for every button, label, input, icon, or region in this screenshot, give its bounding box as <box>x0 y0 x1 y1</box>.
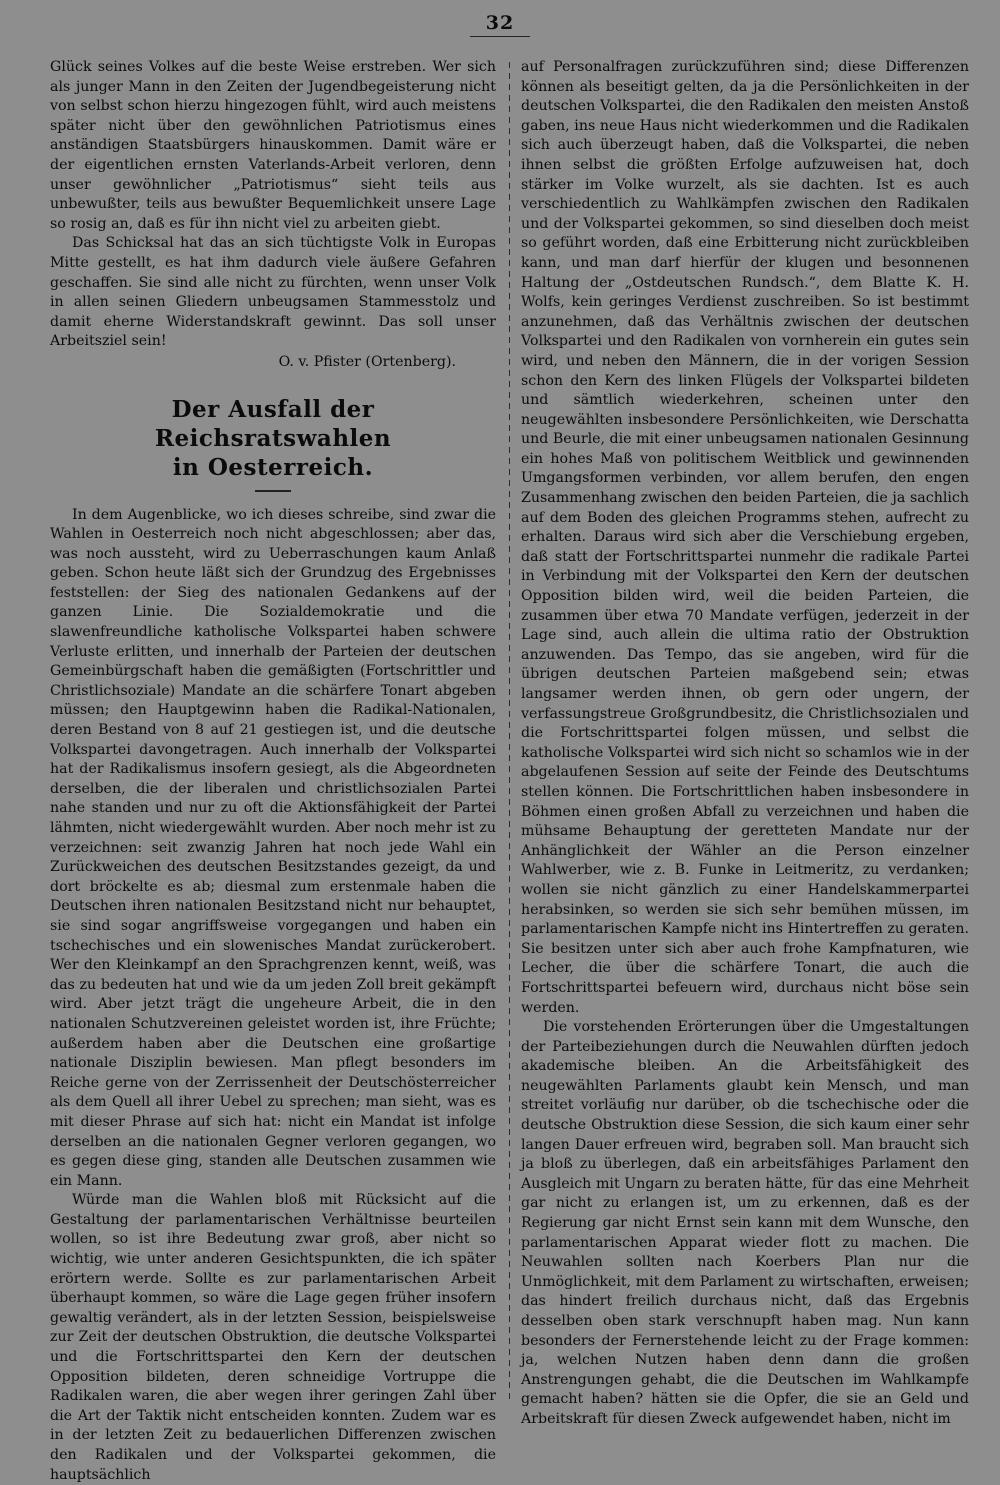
page-number: 32 <box>0 12 1000 37</box>
column-divider <box>509 62 510 1402</box>
left-paragraph-1: Glück seines Volkes auf die beste Weise erstreben. Wer sich als junger Mann in den Zeiten der Jugendbegeisterung nicht von selbst schon hierzu hingezogen fühlt, wird auch meistens später nicht über den gewöhnlichen Patriotismus eines anständigen Staatsbürgers hinauskommen. Damit wäre er der eigentlichen ernsten Vaterlands-Arbeit verloren, denn unser gewöhnlicher „Patriotismus“ sieht teils aus unbewußter, teils aus bewußter Bequemlichkeit unsere Lage so rosig an, daß es für ihn nicht viel zu arbeiten giebt. <box>50 59 496 232</box>
author-signature: O. v. Pfister (Ortenberg). <box>278 353 456 370</box>
headline-line-2: in Oesterreich. <box>172 453 374 481</box>
article-headline <box>50 395 496 482</box>
headline-line-1: Der Ausfall der Reichsratswahlen <box>154 395 392 452</box>
left-paragraph-4: Würde man die Wahlen bloß mit Rücksicht auf die Gestaltung der parlamentarischen Verhältnisse beurteilen wollen, so ist ihre Bedeutung zwar groß, aber nicht so wichtig, wie unter anderen Gesichtspunkten, die ich später erörtern werde. Sollte es zur parlamentarischen Arbeit überhaupt kommen, so wäre die Lage gegen früher insofern gewaltig verändert, als in der letzten Session, beispielsweise zur Zeit der deutschen Obstruktion, die deutsche Volkspartei und die Fortschrittspartei den Kern der deutschen Opposition bildeten, deren schneidige Vortruppe die Radikalen waren, die aber wegen ihrer geringen Zahl über die Art der Taktik nicht entscheiden konnten. Zudem war es in der letzten Zeit zu bedauerlichen Differenzen zwischen den Radikalen und der Volkspartei gekommen, die hauptsächlich <box>50 1192 496 1483</box>
right-column <box>521 58 969 1430</box>
left-paragraph-2: Das Schicksal hat das an sich tüchtigste Volk in Europas Mitte gestellt, es hat ihm dadurch viele äußere Gefahren geschaffen. Sie sind alle nicht zu fürchten, wenn unser Volk in allen seinen Gliedern unbeugsamen Stammesstolz und damit eherne Widerstandskraft gewinnt. Das soll unser Arbeitsziel sein! <box>50 235 496 350</box>
right-paragraph-2: Die vorstehenden Erörterungen über die Umgestaltungen der Parteibeziehungen durch die Neuwahlen dürften jedoch akademische bleiben. An die Arbeitsfähigkeit des neugewählten Parlaments glaubt kein Mensch, und man streitet vorläufig nur darüber, ob die tschechische oder die deutsche Obstruktion diese Session, die sich kaum einer sehr langen Dauer erfreuen wird, begraben soll. Man braucht sich ja bloß zu überlegen, daß ein arbeitsfähiges Parlament den Ausgleich mit Ungarn zu beraten hätte, für das eine Mehrheit gar nicht zu erlangen ist, um zu erkennen, daß es der Regierung gar nicht Ernst sein kann mit dem Wunsche, den parlamentarischen Apparat wieder flott zu machen. Die Neuwahlen sollten nach Koerbers Plan nur die Unmöglichkeit, mit dem Parlament zu wirtschaften, erweisen; das hindert freilich durchaus nicht, daß das Ergebnis desselben oben stark verschnupft haben mag. Nun kann besonders der Fernerstehende leicht zu der Frage kommen: ja, welchen Nutzen haben denn dann die großen Anstrengungen gehabt, die die Deutschen im Wahlkampfe gemacht haben? hätten sie die Opfer, die sie an Geld und Arbeitskraft für diesen Zweck aufgewendet haben, nicht im <box>521 1019 969 1427</box>
right-paragraph-1: auf Personalfragen zurückzuführen sind; diese Differenzen können als beseitigt gelten, da ja die Persönlichkeiten in der deutschen Volkspartei, die den Radikalen den meisten Anstoß gaben, ins neue Haus nicht wiederkommen und die Radikalen sich auch überzeugt haben, daß die Volkspartei, die neben ihnen selbst die größten Erfolge aufzuweisen hat, doch stärker im Volke wurzelt, als sie dachten. Ist es auch verschiedentlich zu Wahlkämpfen zwischen den Radikalen und der Volkspartei gekommen, so sind dieselben doch meist so geführt worden, daß eine Erbitterung nicht zurückbleiben kann, und man darf hierfür der klugen und besonnenen Haltung der „Ostdeutschen Rundsch.“, dem Blatte K. H. Wolfs, kein geringes Verdienst zuschreiben. So ist bestimmt anzunehmen, daß das Verhältnis zwischen der deutschen Volkspartei und den Radikalen von vornherein ein gutes sein wird, und neben den Männern, die in der vorigen Session schon den Kern des linken Flügels der Volkspartei bildeten und sämtlich wiederkehren, scheinen unter den neugewählten insbesondere Persönlichkeiten, wie Derschatta und Beurle, die mit einer unbeugsamen nationalen Gesinnung ein hohes Maß von politischem Weitblick und gewinnenden Umgangsformen verbinden, vor allem berufen, den engen Zusammenhang zwischen den beiden Parteien, die ja sachlich auf dem Boden des gleichen Programms stehen, aufrecht zu erhalten. Daraus wird sich aber die Verschiebung ergeben, daß statt der Fortschrittspartei nunmehr die radikale Partei in Verbindung mit der Volkspartei den Kern der deutschen Opposition bilden wird, weil die beiden Parteien, die zusammen über etwa 70 Mandate verfügen, jederzeit in der Lage sind, auch allein die ultima ratio der Obstruktion anzuwenden. Das Tempo, das sie angeben, wird für die übrigen deutschen Parteien maßgebend sein; etwas langsamer werden ihnen, ob gern oder ungern, der verfassungstreue Großgrundbesitz, die Christlichsozialen und die Fortschrittspartei folgen müssen, und selbst die katholische Volkspartei wird sich nicht so schamlos wie in der abgelaufenen Session auf seite der Feinde des Deutschtums stellen können. Die Fortschrittlichen haben insbesondere in Böhmen einen großen Abfall zu verzeichnen und haben die mühsame Behauptung der geretteten Mandate nur der Anhänglichkeit der Wähler an die Person einzelner Wahlwerber, wie z. B. Funke in Leitmeritz, zu verdanken; wollen sie nicht gänzlich zu einer Handelskammerpartei herabsinken, so werden sie sich sehr bemühen müssen, im parlamentarischen Kampfe nicht ins Hintertreffen zu geraten. Sie besitzen unter sich aber auch frohe Kampfnaturen, wie Lecher, die über die schärfere Tonart, die auch die Fortschrittspartei befeuern wird, durchaus nicht böse sein werden. <box>521 59 969 1016</box>
headline-divider <box>255 490 291 492</box>
left-paragraph-3: In dem Augenblicke, wo ich dieses schreibe, sind zwar die Wahlen in Oesterreich noch nicht abgeschlossen; aber das, was noch aussteht, wird zu Ueberraschungen kaum Anlaß geben. Schon heute läßt sich der Grundzug des Ergebnisses feststellen: der Sieg des nationalen Gedankens auf der ganzen Linie. Die Sozialdemokratie und die slawenfreundliche katholische Volkspartei haben schwere Verluste erlitten, und innerhalb der Parteien der deutschen Gemeinbürgschaft haben die gemäßigten (Fortschrittler und Christlichsoziale) Mandate an die schärfere Tonart abgeben müssen; den Hauptgewinn haben die Radikal-Nationalen, deren Bestand von 8 auf 21 gestiegen ist, und die deutsche Volkspartei davongetragen. Auch innerhalb der Volkspartei hat der Radikalismus insofern gesiegt, als die Abgeordneten derselben, die der liberalen und christlichsozialen Partei nahe standen und nur zu oft die Aktionsfähigkeit der Partei lähmten, nicht wiedergewählt wurden. Aber noch mehr ist zu verzeichnen: seit zwanzig Jahren hat noch jede Wahl ein Zurückweichen des deutschen Besitzstandes gezeigt, da und dort bröckelte es ab; diesmal zum erstenmale haben die Deutschen ihren nationalen Besitzstand nicht nur behauptet, sie sind sogar angriffsweise vorgegangen und haben ein tschechisches und ein slowenisches Mandat zurückerobert. Wer den Kleinkampf an den Sprachgrenzen kennt, weiß, was das zu bedeuten hat und wie da um jeden Zoll breit gekämpft wird. Aber jetzt trägt die ungeheure Arbeit, die in den nationalen Schutzvereinen geleistet worden ist, ihre Früchte; außerdem haben aber die Deutschen eine großartige nationale Disziplin bewiesen. Man pflegt besonders im Reiche gerne von der Zerrissenheit der Deutschösterreicher als dem Quell all ihrer Uebel zu sprechen; man sieht, was es mit dieser Phrase auf sich hat: nicht ein Mandat ist infolge derselben an die nationalen Gegner verloren gegangen, wo es gegen diese ging, standen alle Deutschen zusammen wie ein Mann. <box>50 506 496 1189</box>
left-column <box>50 58 496 1485</box>
